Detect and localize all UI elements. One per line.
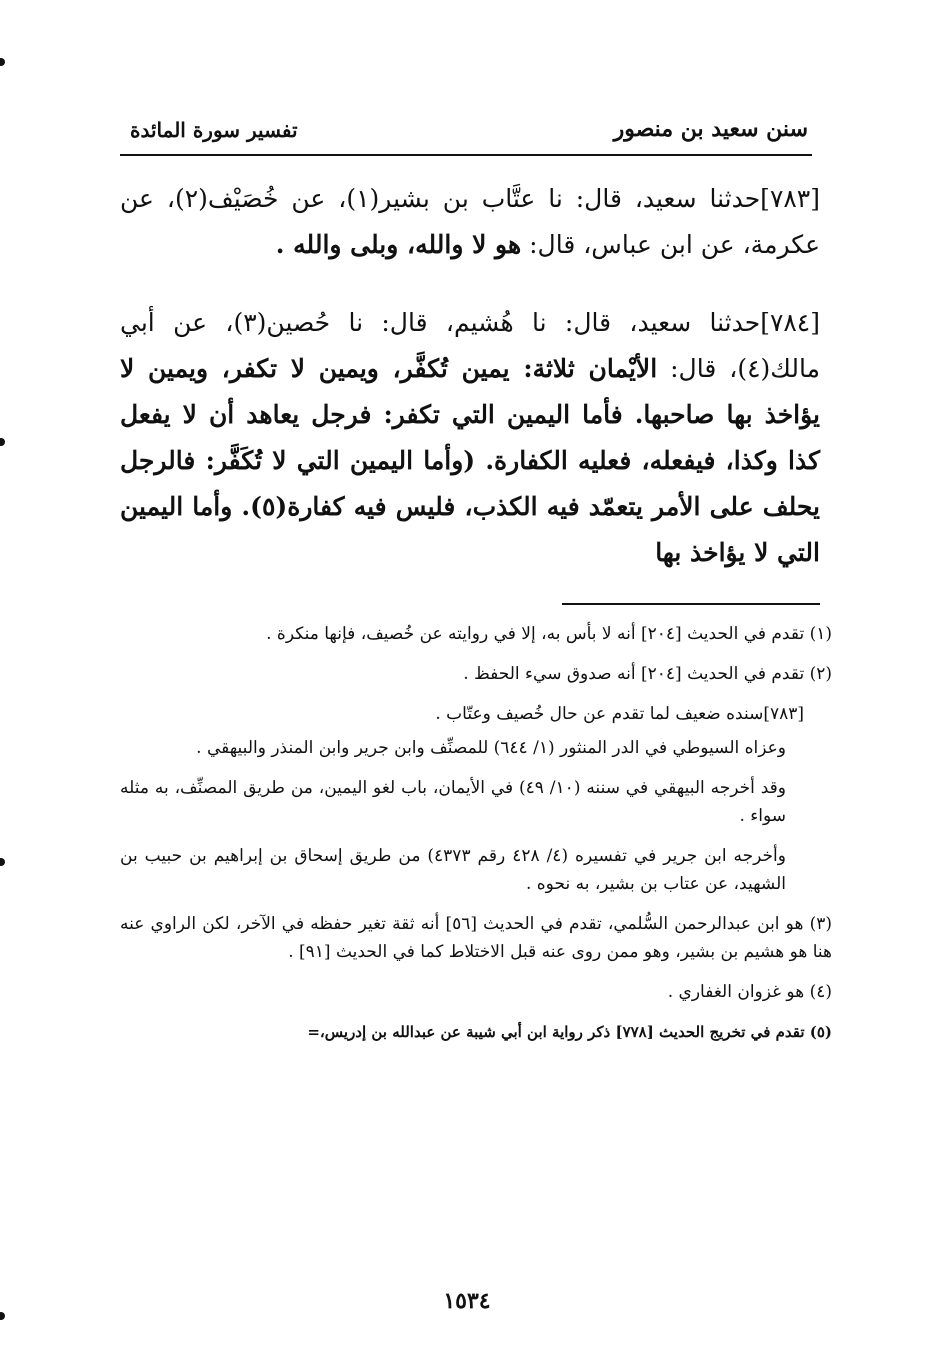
scan-mark: [0, 438, 5, 446]
hadith-783: [120, 176, 820, 268]
takhrij-783-heading: [٧٨٣]سنده ضعيف لما تقدم عن حال خُصيف وعتّاب .: [435, 704, 804, 724]
hadith-784: [120, 300, 820, 576]
section-title: تفسير سورة المائدة: [130, 118, 298, 142]
footnote-2: (٢) تقدم في الحديث [٢٠٤] أنه صدوق سيء الحفظ .: [463, 664, 832, 684]
hadith-text: [120, 176, 820, 268]
hadith-isnad: [٧٨٤]حدثنا سعيد، قال: نا هُشيم، قال: نا حُصين(٣)، عن أبي مالك(٤)، قال:: [120, 308, 821, 383]
footnote-4: (٤) هو غزوان الغفاري .: [667, 982, 832, 1002]
hadith-matn: الأيْمان ثلاثة: يمين تُكفَّر، ويمين لا تكفر، ويمين لا يؤاخذ بها صاحبها. فأما اليمين التي تكفر: فرجل يعاهد أن لا يفعل كذا وكذا، فيفعله، فعليه الكفارة. (وأما اليمين التي لا تُكَفَّر: فالرجل يحلف على الأمر يتعمّد فيه الكذب، فليس فيه كفارة(٥). وأما اليمين التي لا يؤاخذ بها: [120, 354, 820, 567]
page-number: ١٥٣٤: [443, 1288, 491, 1314]
takhrij-bayhaqi: وقد أخرجه البيهقي في سننه (١٠/ ٤٩) في الأيمان، باب لغو اليمين، من طريق المصنِّف، به مثله سواء .: [120, 778, 786, 826]
scan-mark: [0, 858, 5, 866]
footnotes: [120, 620, 832, 1058]
footnote-3: (٣) هو ابن عبدالرحمن السُّلمي، تقدم في الحديث [٥٦] أنه ثقة تغير حفظه في الآخر، لكن الراوي عنه هنا هو هشيم بن بشير، وهو ممن روى عنه قبل الاختلاط كما في الحديث [٩١] .: [120, 914, 832, 962]
takhrij-suyuti: وعزاه السيوطي في الدر المنثور (١/ ٦٤٤) للمصنِّف وابن جرير وابن المنذر والبيهقي .: [196, 738, 786, 758]
footnote-1: (١) تقدم في الحديث [٢٠٤] أنه لا بأس به، إلا في روايته عن خُصيف، فإنها منكرة .: [266, 624, 832, 644]
scan-mark: [0, 58, 5, 66]
footnote-divider: [562, 603, 820, 605]
takhrij-ibn-jarir: وأخرجه ابن جرير في تفسيره (٤/ ٤٢٨ رقم ٤٣٧٣) من طريق إسحاق بن إبراهيم بن حبيب بن الشهيد، عن عتاب بن بشير، به نحوه .: [120, 846, 786, 894]
hadith-isnad: [٧٨٣]حدثنا سعيد، قال: نا عتَّاب بن بشير(١)، عن خُصَيْف(٢)، عن عكرمة، عن ابن عباس، قال:: [120, 184, 820, 259]
hadith-matn: هو لا والله، وبلى والله .: [275, 230, 522, 259]
header-divider: [120, 154, 812, 156]
running-header: [120, 110, 812, 150]
hadith-text: [120, 300, 820, 576]
footnote-5: (٥) تقدم في تخريج الحديث [٧٧٨] ذكر رواية ابن أبي شيبة عن عبدالله بن إدريس،=: [307, 1023, 832, 1041]
book-title: سنن سعيد بن منصور: [613, 116, 808, 142]
